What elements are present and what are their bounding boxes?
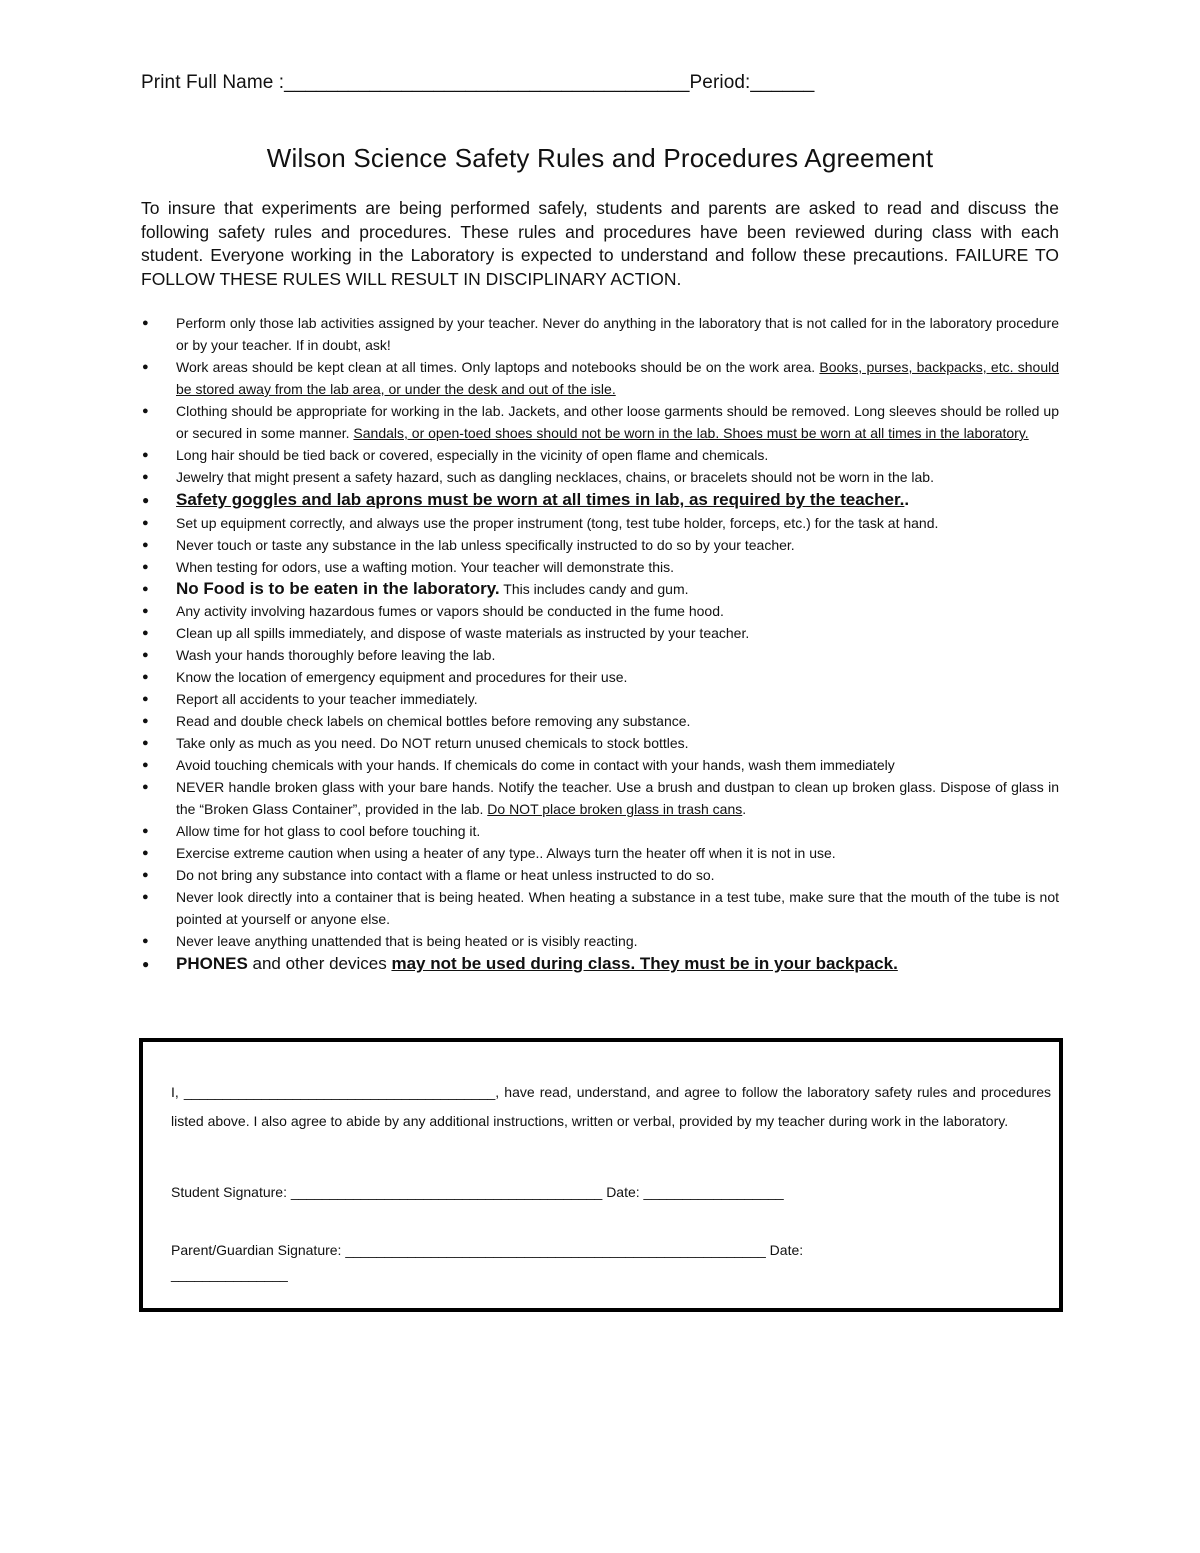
- rule-item: [141, 688, 1059, 710]
- bullet-icon: ●: [142, 317, 149, 329]
- bullet-icon: ●: [142, 649, 149, 661]
- bullet-icon: ●: [142, 493, 150, 507]
- rule-item: [141, 820, 1059, 842]
- bullet-icon: ●: [142, 627, 149, 639]
- rule-item: [141, 886, 1059, 930]
- rule-text: and other devices: [247, 954, 392, 973]
- bullet-icon: ●: [142, 561, 149, 573]
- bullet-icon: ●: [142, 847, 149, 859]
- bullet-icon: ●: [142, 671, 149, 683]
- bullet-icon: ●: [142, 583, 149, 595]
- parent-signature-line: Parent/Guardian Signature: ______________________________________________________ Date:: [171, 1242, 804, 1258]
- rule-text: Wash your hands thoroughly before leaving the lab.: [176, 647, 496, 663]
- rule-item: [141, 400, 1059, 444]
- name-period-line: Print Full Name :______________________________________Period:______: [141, 72, 815, 93]
- bullet-icon: ●: [142, 449, 149, 461]
- bullet-icon: ●: [142, 825, 149, 837]
- rule-item: [141, 622, 1059, 644]
- rule-text: Set up equipment correctly, and always use the proper instrument (tong, test tube holder, forceps, etc.) for the task at hand.: [176, 515, 939, 531]
- rule-item: [141, 444, 1059, 466]
- rule-item: [141, 930, 1059, 952]
- bullet-icon: ●: [142, 605, 149, 617]
- rule-item: [141, 356, 1059, 400]
- rule-text: NEVER handle broken glass with your bare hands. Notify the teacher. Use a brush and dustpan to clean up broken glass. Dispose of glass in the “Broken Glass Container”, provided in the lab.: [176, 779, 1059, 817]
- student-signature-line: Student Signature: ________________________________________ Date: __________________: [171, 1184, 784, 1200]
- rule-item: [141, 732, 1059, 754]
- rule-text: Never leave anything unattended that is being heated or is visibly reacting.: [176, 933, 638, 949]
- bullet-icon: ●: [142, 935, 149, 947]
- rule-text: Perform only those lab activities assigned by your teacher. Never do anything in the laboratory that is not called for in the laboratory procedure or by your teacher. If in doubt, ask!: [176, 315, 1059, 353]
- rule-text: Work areas should be kept clean at all times. Only laptops and notebooks should be on the work area.: [176, 359, 820, 375]
- safety-rules-list: [141, 312, 1059, 976]
- rule-text: Clean up all spills immediately, and dispose of waste materials as instructed by your teacher.: [176, 625, 750, 641]
- rule-text: Report all accidents to your teacher immediately.: [176, 691, 478, 707]
- agreement-statement: I, ________________________________________, have read, understand, and agree to follow the laboratory safety rules and procedures listed above. I also agree to abide by any additional instructions, written or verbal, provided by my teacher during work in the laboratory.: [171, 1084, 1051, 1129]
- rule-text: Never touch or taste any substance in the lab unless specifically instructed to do so by your teacher.: [176, 537, 795, 553]
- rule-item: [141, 512, 1059, 534]
- rule-text-underlined: Sandals, or open-toed shoes should not be worn in the lab. Shoes must be worn at all times in the laboratory.: [353, 425, 1029, 441]
- bullet-icon: ●: [142, 693, 149, 705]
- rule-item: [141, 864, 1059, 886]
- bullet-icon: ●: [142, 361, 149, 373]
- rule-text: Avoid touching chemicals with your hands. If chemicals do come in contact with your hands, wash them immediately: [176, 757, 895, 773]
- rule-text: This includes candy and gum.: [499, 581, 689, 597]
- rule-text-underlined: Books, purses, backpacks, etc. should be stored away from the lab area, or under the desk and out of the isle.: [176, 359, 1059, 397]
- bullet-icon: ●: [142, 539, 149, 551]
- rule-text: Know the location of emergency equipment and procedures for their use.: [176, 669, 628, 685]
- rule-item: [141, 556, 1059, 578]
- document-title: Wilson Science Safety Rules and Procedures Agreement: [266, 143, 934, 173]
- agreement-box: [139, 1038, 1063, 1312]
- intro-paragraph: To insure that experiments are being performed safely, students and parents are asked to read and discuss the following safety rules and procedures. These rules and procedures have been reviewed during class with each student. Everyone working in the Laboratory is expected to understand and follow these precautions. FAILURE TO FOLLOW THESE RULES WILL RESULT IN DISCIPLINARY ACTION.: [141, 198, 1059, 289]
- rule-text-bold: No Food is to be eaten in the laboratory.: [176, 579, 500, 598]
- rule-item: [141, 666, 1059, 688]
- rule-item: [141, 644, 1059, 666]
- rule-item: [141, 466, 1059, 488]
- rule-text-underlined: Do NOT place broken glass in trash cans: [487, 801, 743, 817]
- rule-text: Do not bring any substance into contact with a flame or heat unless instructed to do so.: [176, 867, 715, 883]
- rule-text-bold-underlined: may not be used during class. They must be in your backpack.: [391, 954, 898, 973]
- rule-item: [141, 534, 1059, 556]
- rule-text: Long hair should be tied back or covered, especially in the vicinity of open flame and chemicals.: [176, 447, 769, 463]
- rule-text: Exercise extreme caution when using a heater of any type.. Always turn the heater off when it is not in use.: [176, 845, 836, 861]
- rule-item-emphasis: [141, 952, 1059, 976]
- bullet-icon: ●: [142, 781, 149, 793]
- rule-text: Any activity involving hazardous fumes or vapors should be conducted in the fume hood.: [176, 603, 724, 619]
- bullet-icon: ●: [142, 957, 150, 971]
- rule-text-bold-underlined: Safety goggles and lab aprons must be worn at all times in lab, as required by the teacher.: [176, 490, 905, 509]
- rule-text: .: [742, 801, 747, 817]
- rule-item: [141, 776, 1059, 820]
- bullet-icon: ●: [142, 891, 149, 903]
- rule-text: Jewelry that might present a safety hazard, such as dangling necklaces, chains, or bracelets should not be worn in the lab.: [176, 469, 934, 485]
- bullet-icon: ●: [142, 715, 149, 727]
- rule-item: [141, 842, 1059, 864]
- bullet-icon: ●: [142, 759, 149, 771]
- rule-text-bold: PHONES: [176, 954, 248, 973]
- rule-item: [141, 710, 1059, 732]
- rule-text: When testing for odors, use a wafting motion. Your teacher will demonstrate this.: [176, 559, 675, 575]
- rule-text: Allow time for hot glass to cool before touching it.: [176, 823, 481, 839]
- bullet-icon: ●: [142, 869, 149, 881]
- rule-item: [141, 754, 1059, 776]
- rule-item-emphasis: [141, 488, 1059, 512]
- rule-text: Never look directly into a container that is being heated. When heating a substance in a test tube, make sure that the mouth of the tube is not pointed at yourself or anyone else.: [176, 889, 1059, 927]
- rule-text: Read and double check labels on chemical bottles before removing any substance.: [176, 713, 691, 729]
- rule-item: [141, 312, 1059, 356]
- rule-text: Clothing should be appropriate for working in the lab. Jackets, and other loose garments should be removed. Long sleeves should be rolled up or secured in some manner.: [176, 403, 1059, 441]
- rule-text: Take only as much as you need. Do NOT return unused chemicals to stock bottles.: [176, 735, 689, 751]
- rule-item: [141, 578, 1059, 600]
- rule-item: [141, 600, 1059, 622]
- bullet-icon: ●: [142, 737, 149, 749]
- bullet-icon: ●: [142, 517, 149, 529]
- bullet-icon: ●: [142, 405, 149, 417]
- bullet-icon: ●: [142, 471, 149, 483]
- parent-date-line: _______________: [171, 1266, 288, 1282]
- rule-text: .: [904, 490, 910, 509]
